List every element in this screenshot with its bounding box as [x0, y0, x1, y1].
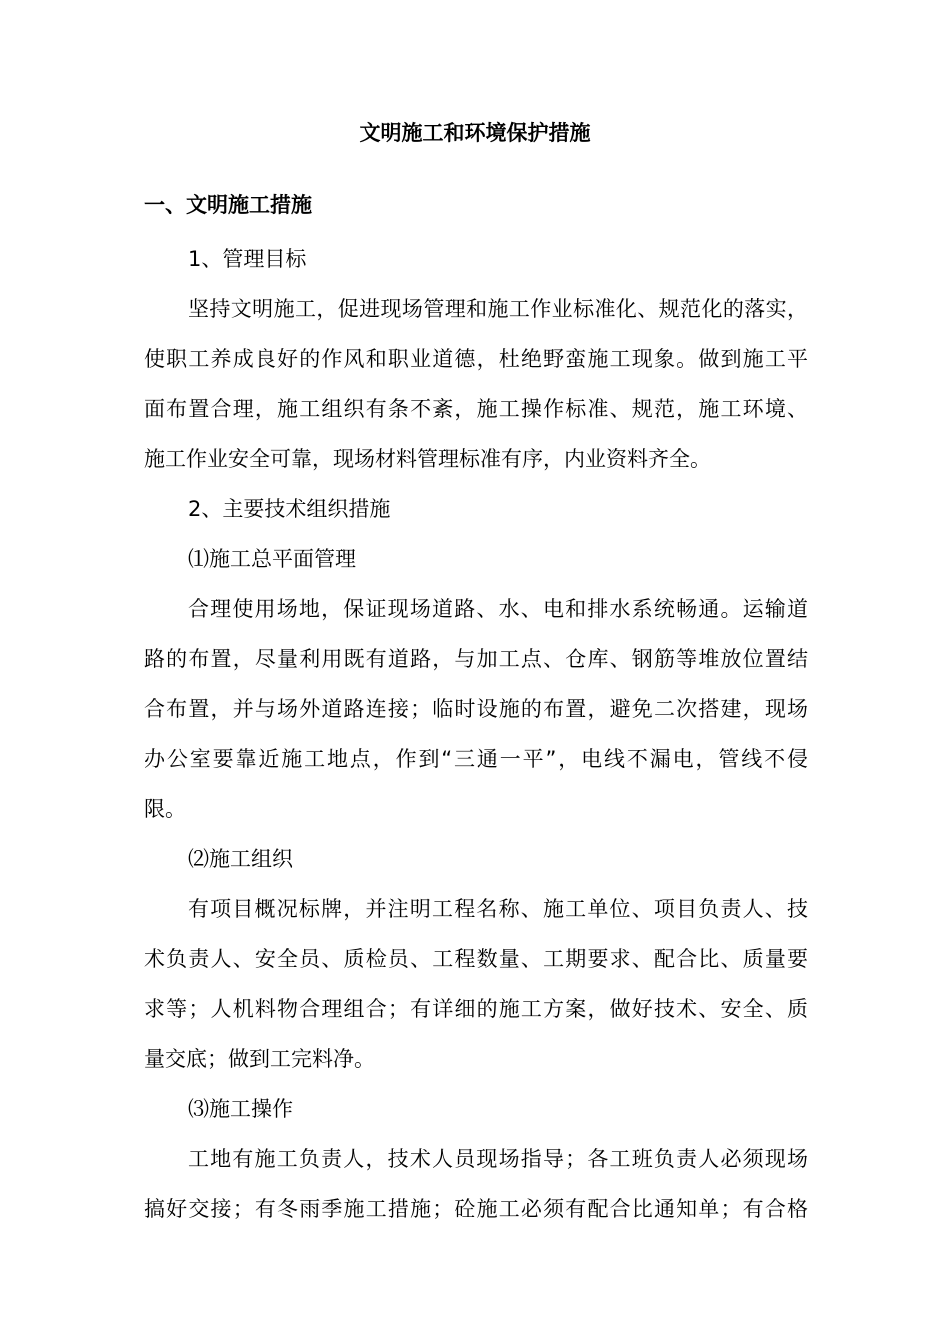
paragraph-line: 术负责人、安全员、质检员、工程数量、工期要求、配合比、质量要: [144, 947, 808, 971]
paragraph-line: 路的布置，尽量利用既有道路，与加工点、仓库、钢筋等堆放位置结: [144, 647, 808, 671]
paragraph-line: 量交底；做到工完料净。: [144, 1047, 375, 1071]
paragraph-line: 限。: [144, 797, 186, 821]
paragraph-line: 有项目概况标牌，并注明工程名称、施工单位、项目负责人、技: [188, 897, 808, 921]
paragraph-line: 工地有施工负责人，技术人员现场指导；各工班负责人必须现场: [188, 1147, 808, 1171]
paragraph-line: 面布置合理，施工组织有条不紊，施工操作标准、规范，施工环境、: [144, 397, 808, 421]
paragraph-line: 合布置，并与场外道路连接；临时设施的布置，避免二次搭建，现场: [144, 697, 808, 721]
paragraph-line: 2、主要技术组织措施: [188, 497, 391, 521]
document-title: 文明施工和环境保护措施: [359, 121, 591, 145]
paragraph-line: 搞好交接；有冬雨季施工措施；砼施工必须有配合比通知单；有合格: [144, 1197, 808, 1221]
paragraph-line: 办公室要靠近施工地点，作到“三通一平”，电线不漏电，管线不侵: [144, 747, 808, 771]
section-heading: 一、文明施工措施: [144, 193, 312, 217]
paragraph-line: 使职工养成良好的作风和职业道德，杜绝野蛮施工现象。做到施工平: [144, 347, 808, 371]
paragraph-line: 施工作业安全可靠，现场材料管理标准有序，内业资料齐全。: [144, 447, 711, 471]
paragraph-line: ⑶施工操作: [188, 1097, 293, 1121]
paragraph-line: 1、管理目标: [188, 247, 307, 271]
paragraph-line: ⑵施工组织: [188, 847, 293, 871]
paragraph-line: 求等；人机料物合理组合；有详细的施工方案，做好技术、安全、质: [144, 997, 808, 1021]
paragraph-line: 坚持文明施工，促进现场管理和施工作业标准化、规范化的落实，: [188, 297, 808, 321]
paragraph-line: ⑴施工总平面管理: [188, 547, 356, 571]
document-body: [144, 234, 808, 1234]
paragraph-line: 合理使用场地，保证现场道路、水、电和排水系统畅通。运输道: [188, 597, 808, 621]
